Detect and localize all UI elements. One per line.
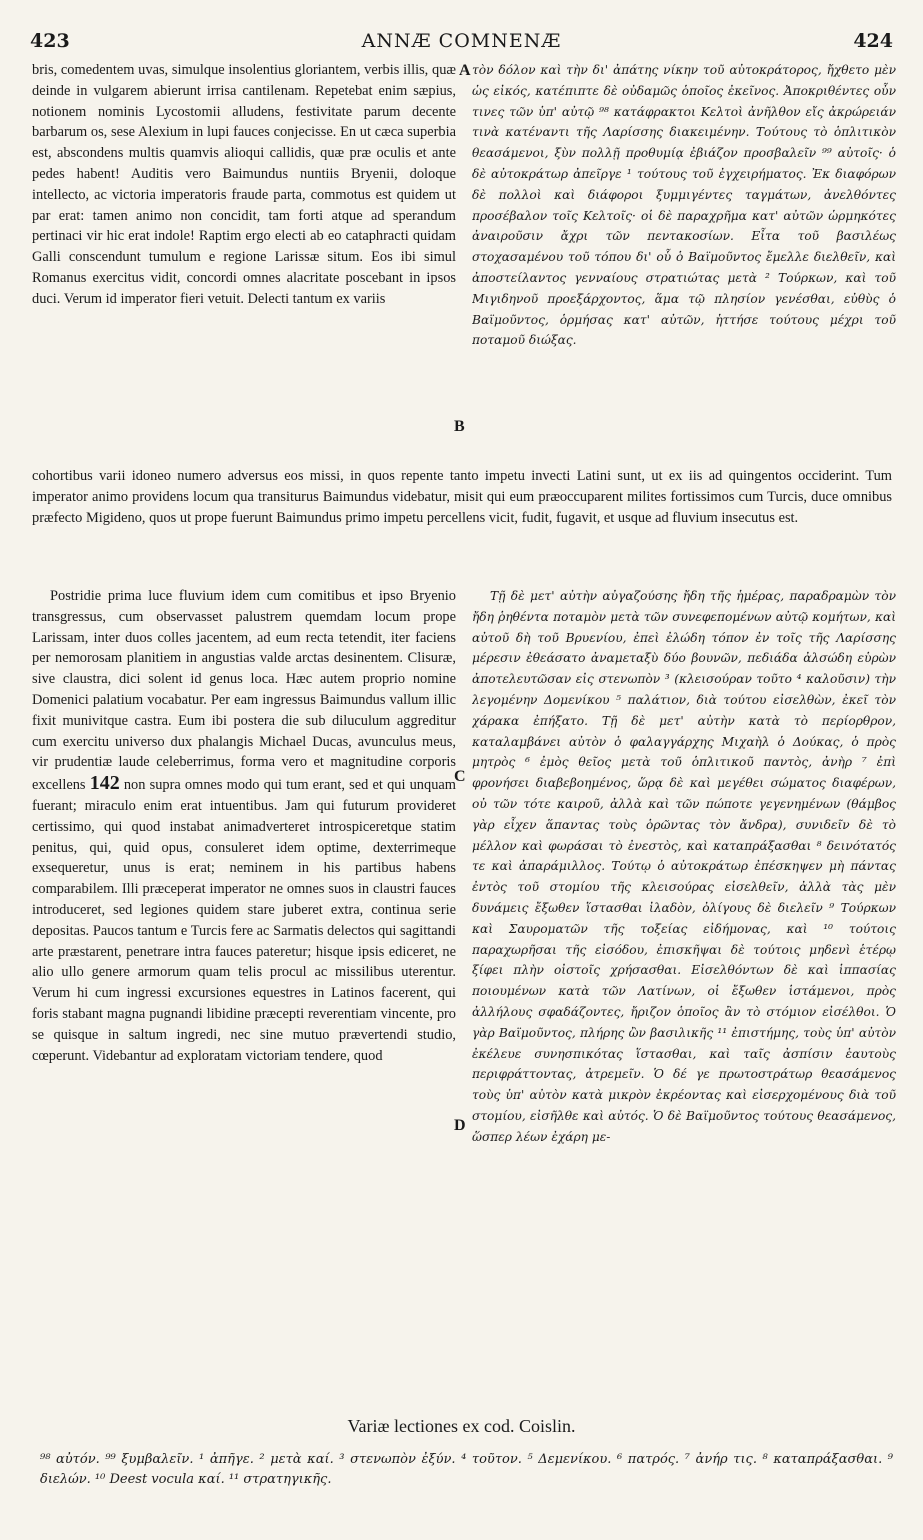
greek-column-bottom [472, 586, 896, 1148]
greek-column-top [472, 60, 896, 351]
latin-full-width [32, 466, 892, 528]
margin-marker-d: D [454, 1117, 466, 1134]
greek-text-bottom: Τῇ δὲ μετ' αὐτὴν αὐγαζούσης ἤδη τῆς ἡμέρας, παραδραμὼν τὸν ἤδη ῥηθέντα ποταμὸν μετὰ τῶν συνεφεπομένων αὐτῷ κομήτων, καὶ αὐτοῦ δὴ τοῦ Βρυενίου, ἐπεὶ ἐλώδη τόπον ἐν τοῖς τῆς Λαρίσσης μέρεσιν ἐθεάσατο ἀναμεταξὺ δύο βουνῶν, πεδιάδα ἀλσώδη εὑρὼν ἀποτελευτῶσαν εἰς στενωπὸν ³ (κλεισούραν τοῦτο ⁴ καλοῦσιν) τὴν λεγομένην Δομενίκου ⁵ παλάτιον, διὰ τούτου εἰσελθὼν, ἐκεῖ τὸν χάρακα ἐπήξατο. Τῇ δὲ μετ' αὐτὴν κατὰ τὸ περίορθρον, καταλαμβάνει αὐτὸν ὁ φαλαγγάρχης Μιχαὴλ ὁ Δούκας, ὁ πρὸς μητρὸς ⁶ ἐμὸς θεῖος μετὰ τοῦ ὁπλιτικοῦ παντὸς, ἀνὴρ ⁷ ἐπὶ φρονήσει διαβεβοημένος, ὥρᾳ δὲ καὶ μεγέθει σώματος διαφέρων, οὐ τῶν τότε καιροῦ, ἀλλὰ καὶ τῶν πώποτε γεγενημένων (θάμβος γὰρ εἶχεν ἅπαντας τοὺς ὁρῶντας τὸν ἄνδρα), συνιδεῖν δὲ τὸ μέλλον καὶ φωράσαι τὸ ἐνεστὸς, καὶ καταπράξασθαι ⁸ δεινότατός τε καὶ ἀπαράμιλλος. Τούτῳ ὁ αὐτοκράτωρ ἐπέσκηψεν μὴ πάντας ἐντὸς τοῦ στομίου τῆς κλεισούρας εἰσελθεῖν, ἀλλὰ τὰς μὲν δυνάμεις ἔξωθεν ἵστασθαι ἰλαδὸν, ὀλίγους δὲ διελεῖν ⁹ Τούρκων καὶ Σαυροματῶν τῆς τοξείας εἰδήμονας, καὶ ¹⁰ τούτοις παραχωρῆσαι τῆς εἰσόδου, ἐπισκῆψαι δὲ τούτοις μηδενὶ ἑτέρῳ ξίφει πλὴν οἰστοῖς χρήσασθαι. Εἰσελθόντων δὲ καὶ ἱππασίας ποιουμένων κατὰ τῶν Λατίνων, οἱ ἔξωθεν ἱστάμενοι, πρὸς ἀλλήλους σφαδάζοντες, ἤριζον ὁποῖος ἂν τὸ στόμιον εἰσέλθοι. Ὁ γὰρ Βαϊμοῦντος, πλήρης ὢν βασιλικῆς ¹¹ ἐπιστήμης, τοὺς ὑπ' αὐτὸν ἐκέλευε συνησπικότας ἵστασθαι, καὶ ταῖς ἀσπίσιν ἑαυτοὺς περιφράττοντας, ἀτρεμεῖν. Ὁ δέ γε πρωτοστράτωρ θεασάμενος τοὺς ὑπ' αὐτὸν κατὰ μικρὸν ἐκρέοντας καὶ εἰσερχομένους διὰ τοῦ στομίου, εἰσῆλθε καὶ αὐτός. Ὁ δὲ Βαϊμοῦντος τούτους θεασάμενος, ὥσπερ λέων ἐχάρη με- [472, 589, 896, 1144]
latin-text-bottom-b: non supra omnes modo qui tum erant, sed et qui unquam fuerant; miraculo enim erat intuentibus. Jam qui futurum provideret certissimo, qui quod instabat animadverteret introspiceretque statim penitus, qui, quid opus, consuleret idem optime, dexterrimeque exsequeretur, unus is erat; neminem in his partibus habens comparabilem. Illi præceperat imperator ne omnes suos in claustri fauces introduceret, sed legiones quidem stare juberet extra, continua serie depositas. Paucos tantum e Turcis fere ac Sarmatis delectos qui sagittandi arte præstarent, penetrare intra fauces pateretur; hisque ipsis ediceret, ne alio ullo genere armorum quam telis procul ac missilibus uterentur. Verum hi cum ingressi excursiones equestres in Latinos facerent, qui foris stabant magna pugnandi libidine præcepti reverentiam vincente, pro se quisque in saltum ingredi, nec sine mutuo prævertendi studio, cœperunt. Videbantur ad exploratam victoriam tendere, quod [32, 777, 456, 1064]
variae-lectiones: ⁹⁸ αὐτόν. ⁹⁹ ξυμβαλεῖν. ¹ ἀπῆγε. ² μετὰ καί. ³ στενωπὸν ἐξύν. ⁴ τοῦτον. ⁵ Δεμενίκου. ⁶ πατρός. ⁷ ἀνήρ τις. ⁸ καταπράξασθαι. ⁹ διελών. ¹⁰ Deest vocula καί. ¹¹ στρατηγικῆς. [40, 1452, 893, 1487]
page-number-left: 423 [30, 30, 70, 52]
margin-marker-c: C [454, 768, 466, 785]
running-title: ANNÆ COMNENÆ [361, 30, 562, 52]
margin-marker-b: B [454, 418, 465, 435]
latin-text-full: cohortibus varii idoneo numero adversus eos missi, in quos repente tanto impetu invecti Latini sunt, ut ex iis ad quingentos occiderint. Tum imperator animo providens locum qua transiturus Baimundus videbatur, misit qui eum præoccuparent milites fortissimos cum Turcis, duce omnibus præfecto Migideno, quos ut prope fuerunt Baimundus primo impetu percellens vicit, fudit, fugavit, et usque ad fluvium insecutus est. [32, 468, 892, 526]
greek-text-top: τὸν δόλον καὶ τὴν δι' ἀπάτης νίκην τοῦ αὐτοκράτορος, ἤχθετο μὲν ὡς εἰκός, κατέπιπτε δὲ οὐδαμῶς ὁποῖος ἐκεῖνος. Ἀποκριθέντες οὖν τινες τῶν ὑπ' αὐτῷ ⁹⁸ κατάφρακτοι Κελτοὶ ἀνῆλθον εἴς ἀκρώρειάν τινὰ κατέναντι τῆς Λαρίσσης διακειμένην. Τούτους τὸ ὁπλιτικὸν θεασάμενοι, ξὺν πολλῇ προθυμίᾳ ἐβιάζον προσβαλεῖν ⁹⁹ αὐτοῖς· ὁ δὲ αὐτοκράτωρ ἀπεῖργε ¹ τούτους τοῦ ἐγχειρήματος. Ἐκ διαφόρων δὲ πολλοὶ καὶ διάφοροι ξυμμιγέντες ταγμάτων, ἀνελθόντες προσέβαλον τοῖς Κελτοῖς· οἱ δὲ παραχρῆμα κατ' αὐτῶν ὡρμηκότες ἀναιροῦσιν ἄχρι τῶν πεντακοσίων. Εἶτα τοῦ βασιλέως στοχασαμένου τοῦ τόπου δι' οὗ ὁ Βαϊμοῦντος ἔμελλε διελθεῖν, καὶ ἀποστείλαντος γενναίους στρατιώτας μετὰ ² Τούρκων, καὶ τοῦ Μιγιδηνοῦ προεξάρχοντος, ἅμα τῷ πλησίον γενέσθαι, εὐθὺς ὁ Βαϊμοῦντος, ὁρμήσας κατ' αὐτῶν, ἡττήσε τούτους μέχρι τοῦ ποταμοῦ διώξας. [472, 63, 896, 348]
latin-column-top [32, 60, 456, 310]
latin-text-bottom-a: Postridie prima luce fluvium idem cum comitibus et ipso Bryenio transgressus, cum observasset palustrem quemdam locum prope Larissam, inter duos colles jacentem, ad eum recta tetendit, iter faciens per nemorosam planitiem in angustias valde arctas desinentem. Clisuræ, sive claustra, dici solent id genus loca. Hæc autem proprio nomine Domenici palatium vocabatur. Per eam ingressus Baimundus vallum illic fixit munivitque castra. Eum ibi postera die sub diluculum aggreditur cum exercitu universo dux phalangis Michael Ducas, avunculus meus, vir prudentiæ laude celeberrimus, forma vero et magnitudine corporis excellens [32, 588, 456, 794]
margin-marker-a: A [459, 62, 471, 79]
page-number-right: 424 [853, 30, 893, 52]
page-badge: 142 [89, 772, 120, 795]
latin-text-top: bris, comedentem uvas, simulque insolentius gloriantem, verbis illis, quæ deinde in vulgarem abierunt irrisa cantilenam. Repetebat enim sæpius, notionem nominis Lycostomii alludens, festivitate parum decente barbarum os, sese Alexium in lupi fauces conjecisse. En ut cæca superbia est, abscondens multis quamvis alioqui callidis, quæ præ oculis et ante pedes habent! Auditis vero Baimundus nuntiis Bryenii, doloque intellecto, ac victoria imperatoris fraude parta, commotus est quidem ut par erat: tamen animo non concidit, tam forti atque ad sperandum pertinaci vir hic erat indole! Raptim ergo electi ab eo cataphracti quidam Galli conscendunt tumulum e regione Larissæ situm. Eos ibi simul Romanus exercitus vidit, concordi omnes alacritate poscebant in ipsos duci. Verum id imperator fieri vetuit. Delecti tantum ex variis [32, 62, 456, 307]
latin-column-bottom [32, 586, 456, 1066]
variae-title: Variæ lectiones ex cod. Coislin. [347, 1416, 576, 1436]
page-header [30, 30, 893, 58]
